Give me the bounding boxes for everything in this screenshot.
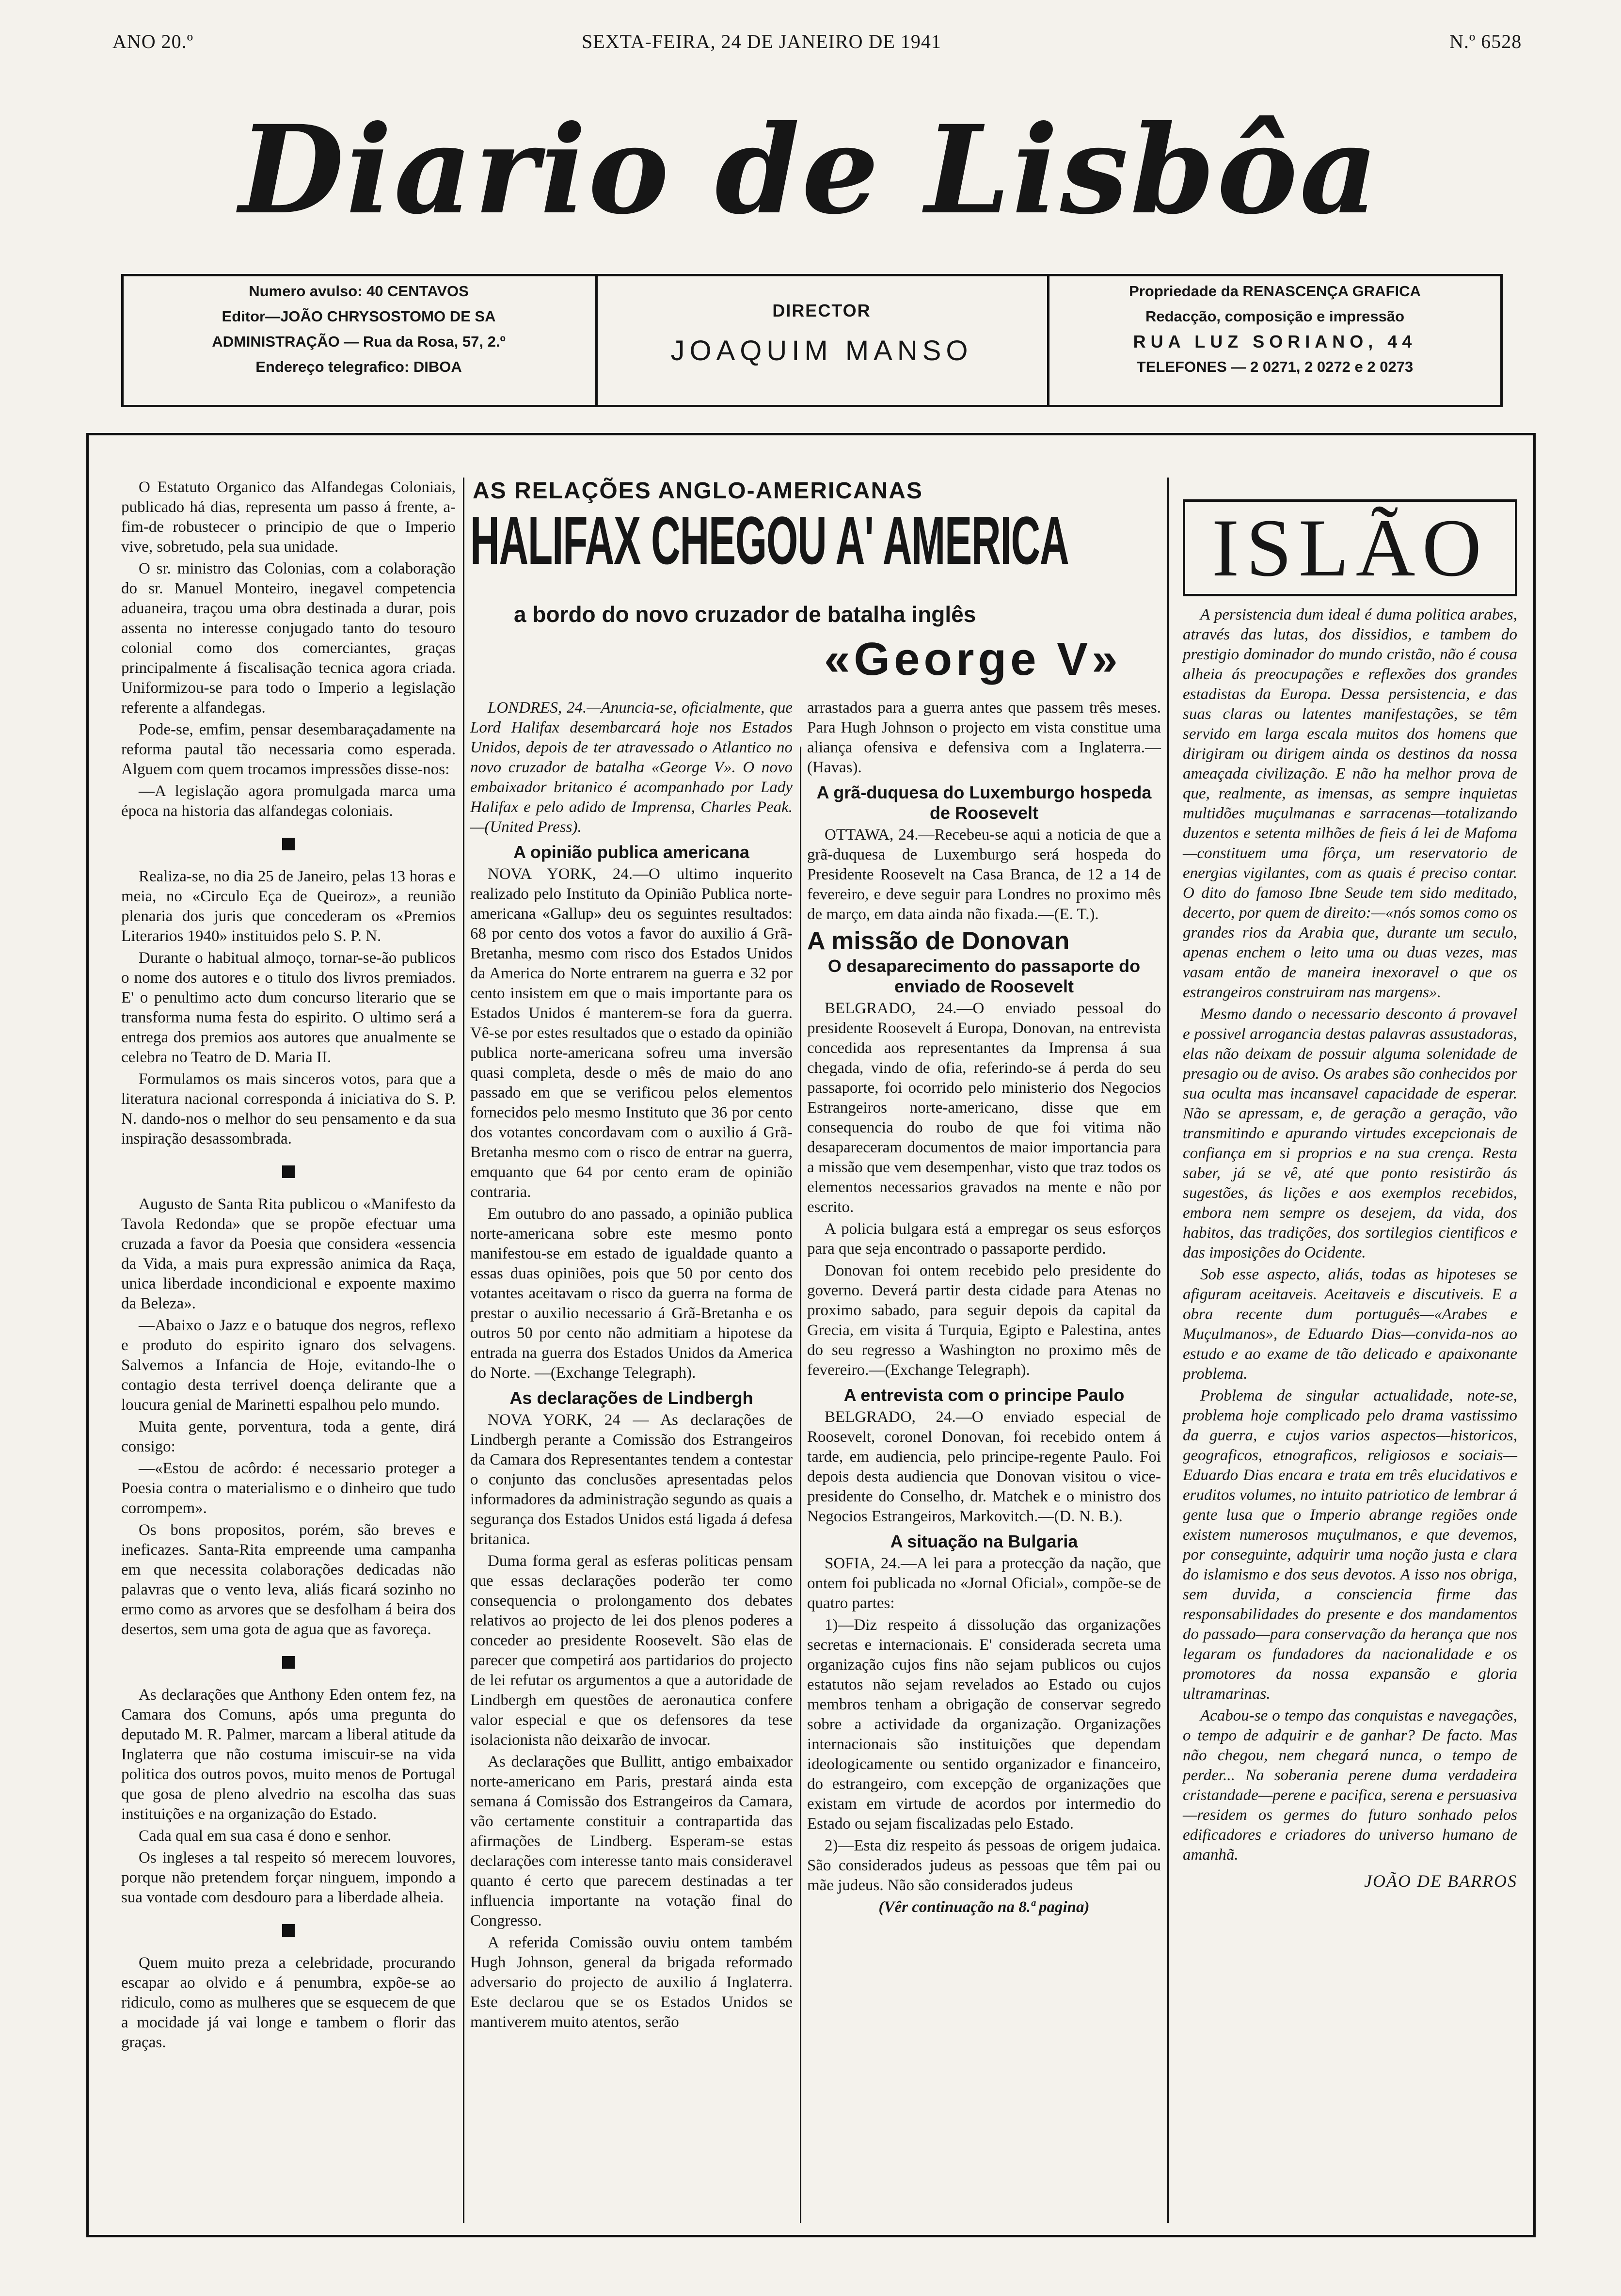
paragraph: O Estatuto Organico das Alfandegas Coloniais, publicado há dias, representa um passo á frente, a-fim-de robustecer o principio de que o Imperio vive, sobretudo, pela sua unidade. xyxy=(121,478,456,556)
info-bottom-rule xyxy=(121,405,1503,407)
paragraph: Muita gente, porventura, toda a gente, dirá consigo: xyxy=(121,1418,456,1455)
separator-square xyxy=(282,1656,295,1669)
separator-square xyxy=(282,1924,295,1937)
editor-line: Editor—JOÃO CHRYSOSTOMO DE SA xyxy=(222,308,496,325)
director-box xyxy=(601,301,1042,367)
info-left-rule xyxy=(121,274,124,407)
article-subhead: a bordo do novo cruzador de batalha inglês xyxy=(514,602,976,627)
paragraph: O sr. ministro das Colonias, com a colaboração do sr. Manuel Monteiro, inegavel competencia aduaneira, traçou uma obra destinada a durar, pois assenta no interesse conjugado tanto do tesouro colonial como dos comerciantes, graças principalmente á fiscalisação tecnica agora criada. Uniformizou-se para todo o Imperio a legislação referente a alfandegas. xyxy=(121,560,456,717)
publication-info xyxy=(126,279,591,400)
section-heading: As declarações de Lindbergh xyxy=(509,1388,753,1408)
paragraph: Os bons propositos, porém, são breves e ineficazes. Santa-Rita empreende uma campanha em que necessita colaborações dedicadas não palavras que o vento leva, aliás ficará sozinho no ermo como as arvores que se desfolham á beira dos desertos, sem uma gota de agua que as favoreça. xyxy=(121,1521,456,1638)
note-alfandegas xyxy=(121,478,456,821)
article-headline: HALIFAX CHEGOU A' AMERICA xyxy=(470,504,1069,578)
info-divider-left xyxy=(595,274,598,407)
paragraph: 2)—Esta diz respeito ás pessoas de origem judaica. São considerados judeus as pessoas que têm pai ou mãe judeus. Não são considerados judeus xyxy=(807,1837,1161,1894)
masthead-title: Diario de Lisbôa xyxy=(238,98,1381,241)
paragraph: Formulamos os mais sinceros votos, para que a literatura nacional corresponda á iniciativa do S. P. N. dando-nos o melhor do seu pensamento e da sua inspiração desassombrada. xyxy=(121,1070,456,1148)
section-heading-large: A missão de Donovan xyxy=(807,927,1070,955)
info-right-rule xyxy=(1500,274,1503,407)
telegraph-line: Endereço telegrafico: DIBOA xyxy=(255,358,462,375)
issue-date: SEXTA-FEIRA, 24 DE JANEIRO DE 1941 xyxy=(582,31,941,52)
section-heading: A opinião publica americana xyxy=(513,842,749,862)
headline-box xyxy=(470,504,1159,587)
left-column xyxy=(121,478,456,2055)
paragraph: SOFIA, 24.—A lei para a protecção da nação, que ontem foi publicada no «Jornal Oficial», compõe-se de quatro partes: xyxy=(807,1555,1161,1612)
info-divider-right xyxy=(1047,274,1049,407)
islao-column xyxy=(1183,499,1517,1891)
paragraph: NOVA YORK, 24 — As declarações de Lindbergh perante a Comissão dos Estrangeiros da Camara dos Representantes tendem a contestar o conjunto das conclusões apresentadas pelos informadores da administração segundo as quais a segurança dos Estados Unidos está ligada á defesa britanica. xyxy=(470,1411,793,1548)
issue-number: N.º 6528 xyxy=(1449,31,1522,52)
property-info xyxy=(1052,279,1498,400)
note-poesia xyxy=(121,1195,456,1640)
director-label: DIRECTOR xyxy=(772,301,871,320)
address-line: RUA LUZ SORIANO, 44 xyxy=(1133,332,1417,351)
article-kicker: AS RELAÇÕES ANGLO-AMERICANAS xyxy=(473,478,923,504)
paragraph: A referida Comissão ouviu ontem também Hugh Johnson, general da brigada reformado adversario do projecto de auxilio á Inglaterra. Este declarou que se os Estados Unidos se mantiverem muito atentos, serão xyxy=(470,1934,793,2031)
section-heading: A entrevista com o principe Paulo xyxy=(843,1385,1125,1405)
paragraph: —A legislação agora promulgada marca uma época na historia das alfandegas coloniais. xyxy=(121,782,456,820)
paragraph: Donovan foi ontem recebido pelo presidente do governo. Deverá partir desta cidade para Atenas no proximo sabado, para seguir depois da capital da Grecia, em visita á Turquia, Egipto e Palestina, antes do seu regresso a Washington no proximo mês de fevereiro.—(Exchange Telegraph). xyxy=(807,1262,1161,1379)
paragraph: Durante o habitual almoço, tornar-se-ão publicos o nome dos autores e o titulo dos livros premiados. E' o penultimo acto dum concurso literario que se transforma numa festa do espirito. O ultimo será a entrega dos premios aos autores que anualmente se celebra no Teatro de D. Maria II. xyxy=(121,949,456,1066)
paragraph: Sob esse aspecto, aliás, todas as hipoteses se afiguram aceitaveis. Aceitaveis e discutiveis. E a obra recente dum português—«Arabes e Muçulmanos», de Eduardo Dias—convida-nos ao estudo e ao exame de tão delicado e apaixonante problema. xyxy=(1183,1266,1517,1383)
paragraph: —«Estou de acôrdo: é necessario proteger a Poesia contra o materialismo e o dinheiro que tudo corrompem». xyxy=(121,1460,456,1517)
paragraph: Pode-se, emfim, pensar desembaraçadamente na reforma pautal tão necessaria como esperada. Alguem com quem trocamos impressões disse-nos: xyxy=(121,721,456,778)
administration-line: ADMINISTRAÇÃO — Rua da Rosa, 57, 2.º xyxy=(212,333,506,350)
paragraph: arrastados para a guerra antes que passem três meses. Para Hugh Johnson o projecto em vista constitue uma aliança ofensiva e defensiva com a Inglaterra.—(Havas). xyxy=(807,699,1161,776)
paragraph: Em outubro do ano passado, a opinião publica norte-americana sobre este mesmo ponto manifestou-se em estado de igualdade quanto a essas duas opiniões, pois que 50 por cento dos votantes aceitavam o risco da guerra na forma de prestar o auxilio necessario á Grã-Bretanha e os outros 50 por cento não admitiam a hipotese da entrada na guerra dos Estados Unidos da America do Norte. —(Exchange Telegraph). xyxy=(470,1205,793,1382)
info-top-rule xyxy=(121,274,1503,276)
column-rule-1 xyxy=(463,478,464,2223)
paragraph: Mesmo dando o necessario desconto á provavel e possivel arrogancia destas palavras assustadoras, elas não deixam de possuir alguma solenidade de presagio ou de aviso. Os arabes são conhecidos por sua oculta mas incansavel capacidade de esperar. Não se apressam, e, de geração a geração, vão transmitindo e apurando virtudes excepcionais de confiança em si proprios e na sua crença. Resta saber, já se vê, até que ponto resistirão ás sugestões, ás lições e aos exemplos recebidos, embora nem sempre os desejem, da vida, dos habitos, das tradições, dos sortilegios cientificos e das imposições do Ocidente. xyxy=(1183,1005,1517,1261)
paragraph: Realiza-se, no dia 25 de Janeiro, pelas 13 horas e meia, no «Circulo Eça de Queiroz», a reunião plenaria dos juris que concederam os «Premios Literarios 1940» instituidos pelo S. P. N. xyxy=(121,868,456,945)
paragraph: —Abaixo o Jazz e o batuque dos negros, reflexo e produto do espirito ignaro dos selvagens. Salvemos a Infancia de Hoje, evitando-lhe o contagio desta terrivel doença delirante que a loucura genial de Marinetti espalhou pelo mundo. xyxy=(121,1317,456,1414)
paragraph: BELGRADO, 24.—O enviado pessoal do presidente Roosevelt á Europa, Donovan, na entrevista concedida aos representantes da Imprensa á sua chegada, vindo de ofia, referindo-se á perda do seu passaporte, foi ocorrido pelo ministerio dos Negocios Estrangeiros norte-americano, disse que em consequencia do roubo de que foi vitima não desapareceram documentos de maior importancia para a missão que vem desempenhar, visto que traz todos os elementos necessarios gravados na mente e não por escrito. xyxy=(807,1000,1161,1216)
price-line: Numero avulso: 40 CENTAVOS xyxy=(249,283,469,300)
section-heading: O desaparecimento do passaporte do enviado de Roosevelt xyxy=(827,956,1141,996)
section-heading: A grã-duquesa do Luxemburgo hospeda de Roosevelt xyxy=(816,782,1152,823)
paragraph: Os ingleses a tal respeito só merecem louvores, porque não pretendem forçar ninguem, impondo a sua vontade com desdouro para a liberdade alheia. xyxy=(121,1849,456,1906)
paragraph: Duma forma geral as esferas politicas pensam que essas declarações poderão ter como consequencia o prolongamento dos debates relativos ao projecto de lei dos plenos poderes a conceder ao presidente Roosevelt. São elas de parecer que competirá aos partidarios do projecto de lei refutar os argumentos a que a autoridade de Lindbergh em questões de aeronautica confere valor especial e que os defensores da tese isolacionista não deixarão de invocar. xyxy=(470,1552,793,1749)
director-name: JOAQUIM MANSO xyxy=(670,335,973,367)
paragraph: NOVA YORK, 24.—O ultimo inquerito realizado pelo Instituto da Opinião Publica norte-americana «Gallup» deu os seguintes resultados: 68 por cento dos votos a favor do auxilio á Grã-Bretanha, mesmo com risco dos Estados Unidos da America do Norte entrarem na guerra e 32 por cento insistem em que o mais importante para os Estados Unidos é manterem-se fora da guerra. Vê-se por estes resultados que o estado da opinião publica norte-americana sofreu uma inversão quasi completa, desde o mês de maio do ano passado em que se verificou pelos elementos fornecidos pelo mesmo Instituto que 36 por cento dos votantes concordavam com o auxilio á Grã-Bretanha mesmo com o risco de entrar na guerra, emquanto que 64 por cento eram de opinião contraria. xyxy=(470,865,793,1201)
paragraph: OTTAWA, 24.—Recebeu-se aqui a noticia de que a grã-duquesa de Luxemburgo será hospeda do Presidente Roosevelt na Casa Branca, de 12 a 14 de fevereiro, e deve seguir para Londres no proximo mês de março, em data ainda não fixada.—(E. T.). xyxy=(807,826,1161,923)
paragraph: Problema de singular actualidade, note-se, problema hoje complicado pelo drama vastissimo da guerra, e cujos varios aspectos—historicos, geograficos, etnograficos, religiosos e sociais—Eduardo Dias encara e trata em três elucidativos e eruditos volumes, no intuito patriotico de lembrar á gente lusa que o Imperio abrange regiões onde existem numerosos muçulmanos, e que devemos, por conseguinte, adquirir uma noção justa e clara do islamismo e dos seus devotos. A isso nos obriga, sem duvida, a consciencia firme das responsabilidades do presente e dos mandamentos do passado—para conservação da herança que nos legaram os fundadores da nacionalidade e os promotores da nossa expansão e gloria ultramarinas. xyxy=(1183,1387,1517,1703)
paragraph: A persistencia dum ideal é duma politica arabes, através das lutas, dos dissidios, e tambem do prestigio dominador do mundo cristão, não é cousa alheia ás preocupações e reflexões dos grandes estadistas da Europa. Dessa persistencia, e das suas claras ou latentes manifestações, se têm servido em larga escala muitos dos homens que dirigiram ou dirigem ainda os destinos da nossa ameaçada civilização. E não ha melhor prova de que, realmente, as imensas, as sempre inquietas multidões muçulmanas e sarracenas—totalizando duzentos e setenta milhões de fieis á lei de Mafoma—constituem uma fôrça, um reservatorio de energias vigilantes, com as quais é preciso contar. O dito do famoso Ibne Seude tem sido meditado, decerto, por quem de direito:—«nós somos como os grandes rios da Arabia que, durante um seculo, apenas enchem o leito uma ou duas vezes, mas vasam então de maneira inexoravel o que os estrangeiros construiram nas margens». xyxy=(1183,606,1517,1001)
article-column-2 xyxy=(807,698,1161,1919)
paragraph: As declarações que Anthony Eden ontem fez, na Camara dos Comuns, após uma pregunta do deputado M. R. Palmer, marcam a liberal atitude da Inglaterra que não costuma imiscuir-se na vida politica dos outros povos, muito menos de Portugal que gosa de pleno alvedrio na escolha das suas instituições e na organização do Estado. xyxy=(121,1686,456,1823)
note-premios xyxy=(121,867,456,1149)
separator-square xyxy=(282,1165,295,1178)
lead-paragraph: LONDRES, 24.—Anuncia-se, oficialmente, que Lord Halifax desembarcará hoje nos Estados Unidos, depois de ter atravessado o Atlantico no novo cruzador de batalha «George V». O novo embaixador britanico é acompanhado por Lady Halifax e pelo adido de Imprensa, Charles Peak. —(United Press). xyxy=(470,699,793,836)
paragraph: BELGRADO, 24.—O enviado especial de Roosevelt, coronel Donovan, foi recebido ontem á tarde, em audiencia, pelo principe-regente Paulo. Foi depois desta audiencia que Donovan visitou o vice-presidente do Conselho, dr. Matchek e o ministro dos Negocios Estrangeiros, Markovitch.—(D. N. B.). xyxy=(807,1408,1161,1525)
section-heading: A situação na Bulgaria xyxy=(890,1531,1078,1551)
column-rule-3 xyxy=(1167,478,1169,2223)
author-signature: JOÃO DE BARROS xyxy=(1364,1871,1517,1891)
press-line: Redacção, composição e impressão xyxy=(1145,308,1405,325)
paragraph: As declarações que Bullitt, antigo embaixador norte-americano em Paris, prestará ainda esta semana á Comissão dos Estrangeiros da Camara, vão certamente constituir a contrapartida das afirmações de Lindberg. Esperam-se estas declarações com interesse tanto mais consideravel quanto é certo que parecem destinadas a ter influencia importante na votação final do Congresso. xyxy=(470,1753,793,1929)
property-line: Propriedade da RENASCENÇA GRAFICA xyxy=(1129,283,1421,300)
paragraph: A policia bulgara está a empregar os seus esforços para que seja encontrado o passaporte perdido. xyxy=(807,1220,1161,1258)
islao-body xyxy=(1183,605,1517,1865)
article-column-1 xyxy=(470,698,793,2034)
phones-line: TELEFONES — 2 0271, 2 0272 e 2 0273 xyxy=(1136,358,1414,375)
note-celebridade xyxy=(121,1953,456,2053)
column-rule-2 xyxy=(800,747,801,2223)
continuation-note: (Vêr continuação na 8.ª pagina) xyxy=(878,1898,1090,1916)
separator-square xyxy=(282,838,295,850)
paragraph: Acabou-se o tempo das conquistas e navegações, o tempo de adquirir e de ganhar? De facto. Mas não chegou, nem chegará nunca, o tempo de perder... Na soberania perene duma verdadeira cristandade—perene e pacifica, serena e persuasiva—residem os germes do futuro sonhado pelos edificadores e criadores do universo humano de amanhã. xyxy=(1183,1707,1517,1864)
issue-year: ANO 20.º xyxy=(112,31,194,52)
paragraph: Quem muito preza a celebridade, procurando escapar ao olvido e á penumbra, expõe-se ao ridiculo, como as mulheres que se esquecem de que a mocidade já vai longe e tambem o florir das graças. xyxy=(121,1954,456,2051)
paragraph: Augusto de Santa Rita publicou o «Manifesto da Tavola Redonda» que se propõe efectuar uma cruzada a favor da Poesia que considera «essencia da Vida, a mais pura expressão animica da Raça, unica liberdade incondicional e expoente maximo da Beleza». xyxy=(121,1196,456,1312)
ship-name: «George V» xyxy=(824,633,1122,685)
paragraph: Cada qual em sua casa é dono e senhor. xyxy=(139,1827,392,1845)
islao-title: ISLÃO xyxy=(1183,499,1517,596)
note-eden xyxy=(121,1685,456,1908)
paragraph: 1)—Diz respeito á dissolução das organizações secretas e internacionais. E' considerada secreta uma organização cujos fins não sejam publicos ou cujos estatutos não sejam revelados ao Estado ou cujos membros tenham a obrigação de conservar segredo sobre a actividade da organização. Organizações internacionais são instituições que dependam ideologicamente ou sentido organizador e financeiro, do estrangeiro, com excepção de organizações que existam em virtude de acordos por intermedio do Estado ou sejam fiscalizadas pelo Estado. xyxy=(807,1616,1161,1833)
